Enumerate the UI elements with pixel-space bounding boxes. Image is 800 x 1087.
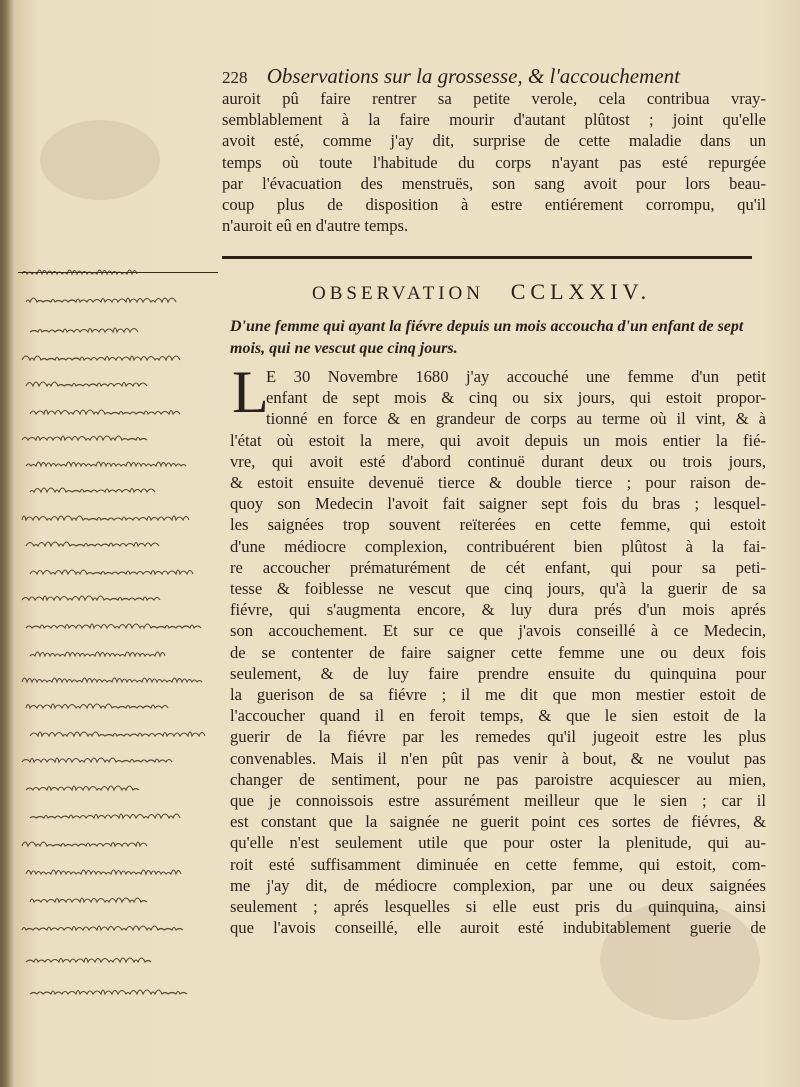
handwriting-stroke (26, 624, 201, 628)
text-line: roit esté suffisamment diminuée en cette femme, qui estoit, com- (230, 854, 766, 874)
text-line: guerir de la fiévre par les remedes qu'il jugeoit estre les plus (230, 727, 766, 747)
handwriting-stroke (30, 652, 165, 656)
text-line: tionné en force & en grandeur de corps au terme où il vint, & à (266, 409, 766, 429)
handwriting-stroke (30, 898, 147, 902)
drop-cap: L (232, 359, 269, 425)
handwriting-stroke (22, 678, 202, 682)
text-line: tesse & foiblesse ne vescut que cinq jours, qu'à la guerir de sa (230, 579, 766, 599)
handwriting-stroke (26, 870, 181, 874)
handwriting-stroke (26, 958, 151, 962)
text-line: son accouchement. Et sur ce que j'avois conseillé à ce Medecin, (230, 621, 766, 641)
handwriting-stroke (22, 516, 189, 520)
text-line: & estoit ensuite devenuë tierce & double tierce ; pour raison de- (230, 473, 766, 493)
text-line: est constant que la saignée ne guerit point ces sortes de fiévres, & (230, 812, 766, 832)
text-line: temps où toute l'habitude du corps n'ayant pas esté repurgée (222, 152, 766, 172)
text-line: quoy son Medecin l'avoit fait saigner sept fois du bras ; lesquel- (230, 494, 766, 514)
text-line: vre, qui avoit esté d'abord continuë durant deux ou trois jours, (230, 451, 766, 471)
handwriting-stroke (26, 462, 186, 466)
handwriting-stroke (30, 814, 180, 818)
observation-subtitle: D'une femme qui ayant la fiévre depuis un mois accoucha d'un enfant de sept mois, qui ne vescut que cinq jours. (230, 318, 744, 357)
observation-label: OBSERVATION (312, 283, 484, 304)
handwriting-stroke (22, 356, 180, 360)
text-line: que l'avois conseillé, elle auroit esté indubitablement guerie de (230, 918, 766, 938)
text-line: les saignées trop souvent reïterées en cette femme, qui estoit (230, 515, 766, 535)
text-line: E 30 Novembre 1680 j'ay accouché une femme d'un petit (266, 367, 766, 386)
observation-heading (312, 279, 651, 305)
text-line: seulement ; aprés lesquelles si elle eust pris du quinquina, ainsi (230, 897, 766, 917)
text-line: que je connoissois estre assurément meilleur que le sien ; car il (230, 791, 766, 811)
handwriting-stroke (26, 542, 159, 546)
handwriting-stroke (22, 596, 160, 600)
text-line: me j'ay dit, de médiocre complexion, par une ou deux saignées (230, 875, 766, 895)
page-number: 228 (222, 68, 248, 87)
handwriting-stroke (26, 298, 176, 302)
handwriting-stroke (22, 270, 137, 274)
running-header (222, 64, 702, 89)
handwriting-stroke (22, 926, 183, 930)
handwriting-stroke (30, 488, 155, 492)
text-line: fiévre, qui s'augmenta encore, & luy dura prés d'un mois aprés (230, 600, 766, 620)
text-line: l'accoucher quand il en feroit temps, & que le sien estoit de la (230, 706, 766, 726)
text-line: convenables. Mais il n'en pût pas venir à bout, & ne voulut pas (230, 748, 766, 768)
text-line: la guerison de sa fiévre ; il me dit que mon mestier estoit de (230, 685, 766, 705)
handwriting-stroke (30, 410, 180, 414)
handwriting-stroke (22, 842, 147, 846)
observation-body (230, 359, 766, 938)
handwriting-stroke (22, 758, 172, 762)
text-line: seulement, & de luy faire prendre ensuite du quinquina pour (230, 663, 766, 683)
observation-number: CCLXXIV. (510, 279, 652, 304)
handwriting-stroke (30, 570, 193, 574)
handwriting-stroke (30, 990, 187, 994)
text-line: avoit esté, comme j'ay dit, surprise de cette maladie dans un (222, 131, 766, 151)
running-title: Observations sur la grossesse, & l'accouchement (266, 64, 680, 88)
text-line: changer de sentiment, pour ne pas paroistre acquiescer au mien, (230, 769, 766, 789)
paragraph-continued (222, 88, 766, 236)
text-line: d'une médiocre complexion, contribuérent bien plûtost à la fai- (230, 536, 766, 556)
handwriting-stroke (30, 328, 138, 332)
section-rule (222, 256, 752, 259)
handwriting-stroke (30, 732, 205, 736)
handwriting-stroke (22, 436, 147, 440)
text-line: re accoucher prématurément de cét enfant, qui pour sa peti- (230, 557, 766, 577)
handwriting-stroke (26, 382, 147, 386)
text-line: enfant de sept mois & cinq ou six jours, qui estoit propor- (266, 388, 766, 408)
text-line: semblablement à la faire mourir d'autant plûtost ; joint qu'elle (222, 110, 766, 130)
handwritten-margin-notes (14, 262, 214, 1062)
text-line: l'état où estoit la mere, qui avoit depuis un mois entier la fié- (230, 430, 766, 450)
handwriting-stroke (26, 704, 168, 708)
text-line: qu'elle n'est seulement utile que pour oster la plenitude, qui au- (230, 833, 766, 853)
text-line: de se contenter de faire saigner cette femme une ou deux fois (230, 642, 766, 662)
text-line: auroit pû faire rentrer sa petite verole, cela contribua vray- (222, 89, 766, 108)
text-line: n'auroit eû en d'autre temps. (222, 216, 409, 236)
handwriting-stroke (26, 786, 139, 790)
text-line: par l'évacuation des menstruës, son sang avoit pour lors beau- (222, 173, 766, 193)
paper-stain (40, 120, 160, 200)
handwriting-strokes (14, 262, 214, 1062)
text-line: coup plus de disposition à estre entiérement corrompu, qu'il (222, 195, 766, 215)
